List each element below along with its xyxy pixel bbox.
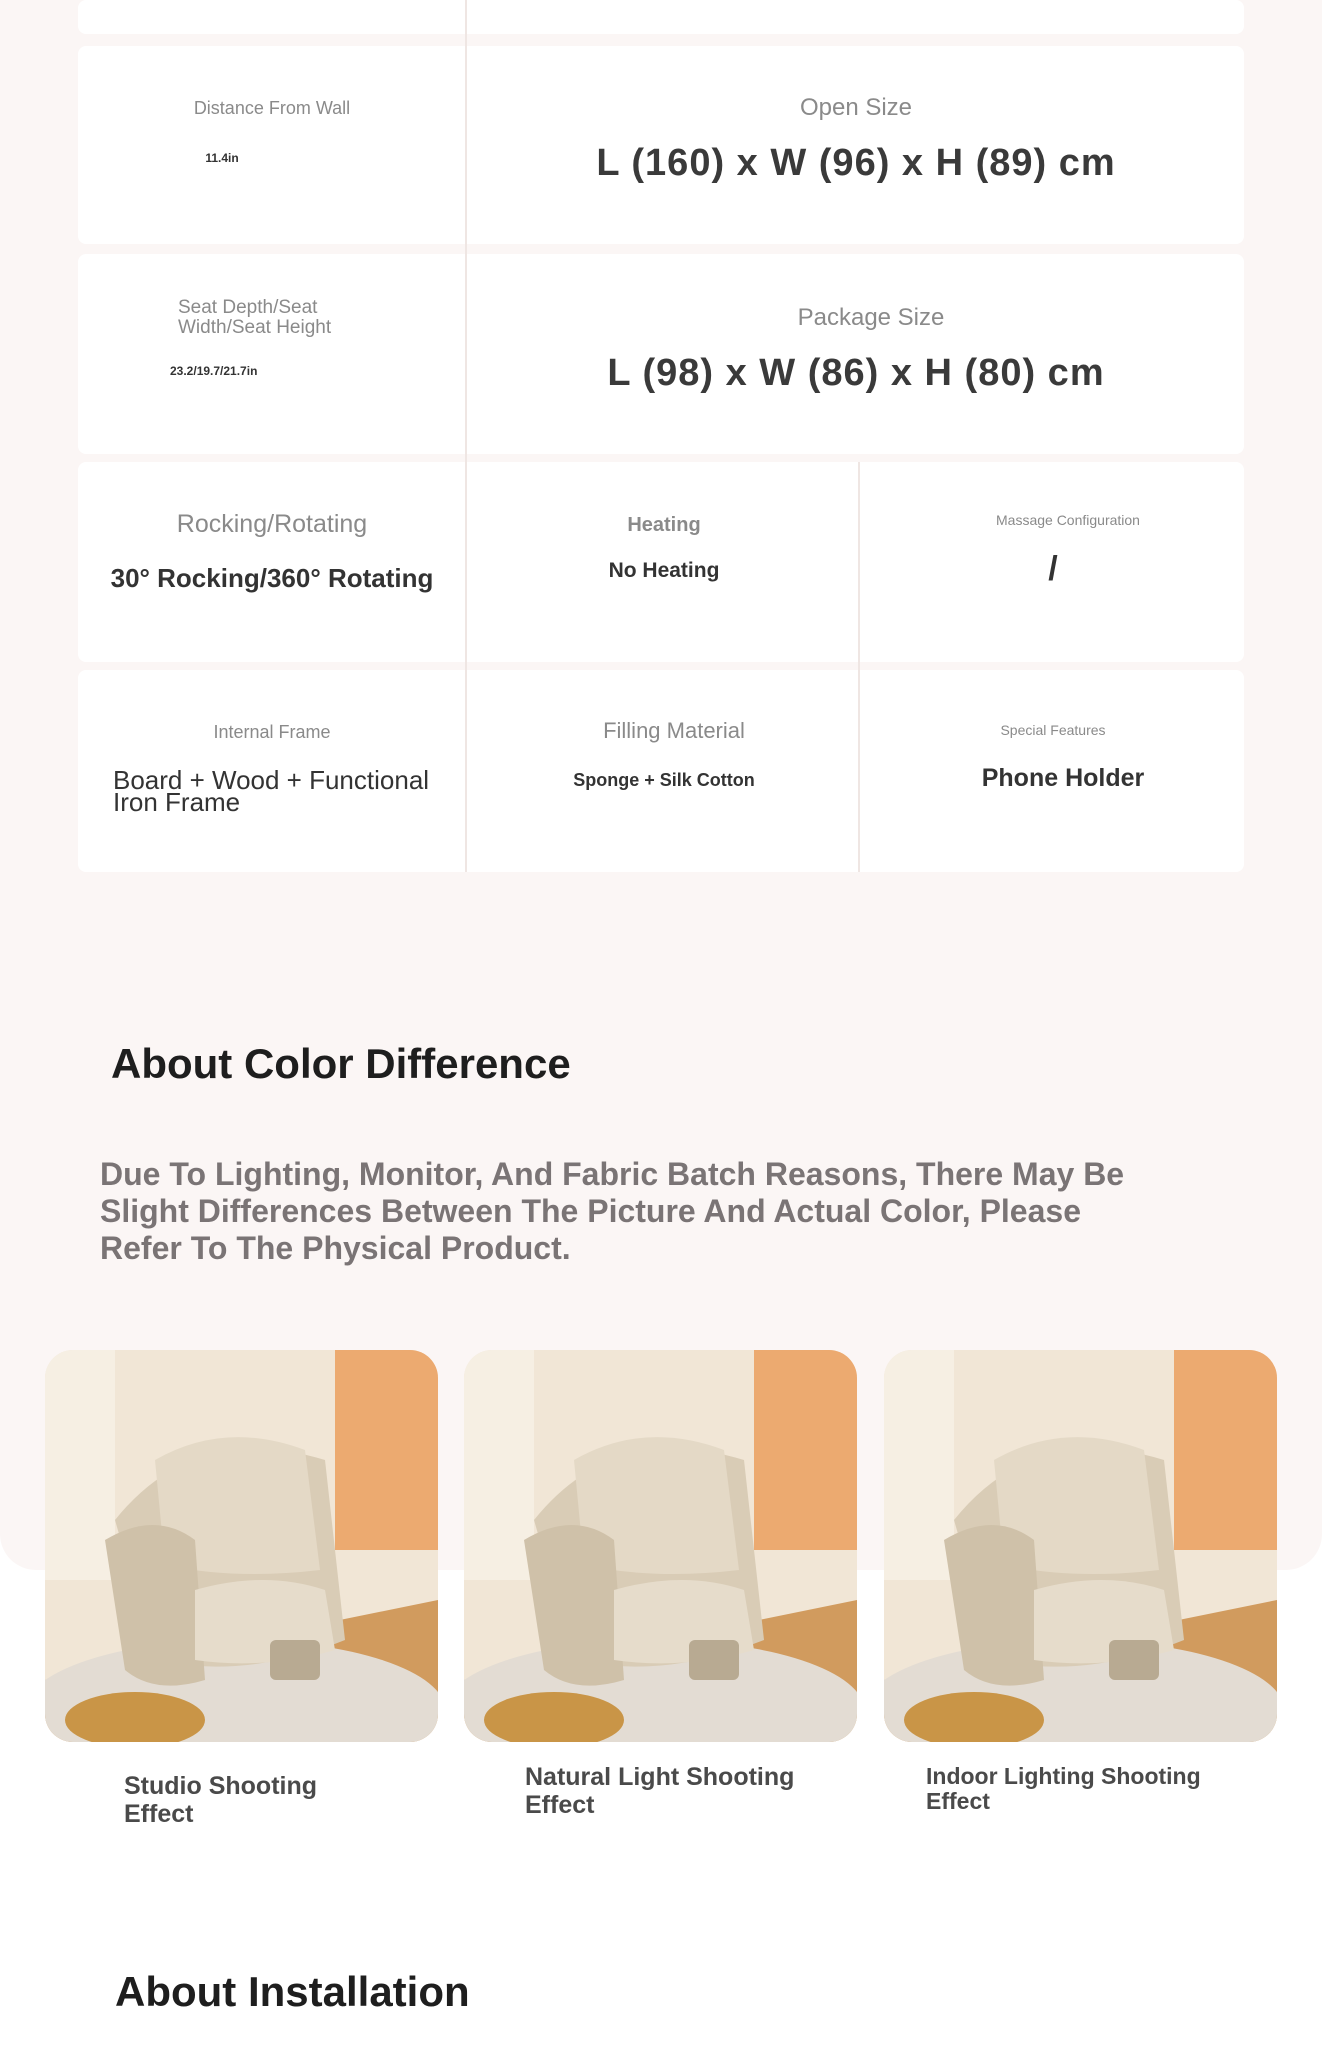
spec-value-line1: Board + Wood + Functional [113, 765, 430, 795]
spec-label: Package Size [797, 304, 945, 331]
product-photo [884, 1350, 1277, 1742]
spec-value: L (98) x W (86) x H (80) cm [607, 352, 1105, 394]
seat-dimensions-cell [78, 298, 466, 378]
color-difference-notice: Due To Lighting, Monitor, And Fabric Batch Reasons, There May Be Slight Differences Between The Picture And Actual Color, Please Refer To The Physical Product. [100, 1156, 1125, 1266]
divider [858, 462, 860, 872]
package-size-cell [468, 304, 1244, 395]
spec-label: Massage Configuration [996, 512, 1140, 528]
divider [465, 0, 467, 872]
photo-caption [926, 1764, 1201, 1814]
spec-value: 11.4in [205, 151, 239, 165]
spec-row-top [78, 0, 1244, 34]
spec-label: Rocking/Rotating [176, 510, 368, 538]
spec-label: Heating [627, 514, 701, 536]
photo-caption-line1: Natural Light Shooting [525, 1763, 795, 1791]
heating-cell [468, 514, 860, 583]
photo-caption-line2: Effect [124, 1800, 194, 1828]
spec-value [78, 765, 466, 817]
spec-label: Internal Frame [213, 722, 331, 742]
color-difference-title: About Color Difference [111, 1040, 571, 1087]
spec-value: L (160) x W (96) x H (89) cm [596, 142, 1116, 184]
spec-row-4 [78, 670, 1244, 872]
photo-caption [525, 1763, 794, 1819]
spec-label: Distance From Wall [193, 98, 351, 118]
filling-material-cell [468, 718, 860, 791]
massage-configuration-cell [862, 512, 1244, 589]
photo-caption-line2: Effect [525, 1791, 595, 1819]
spec-value: Phone Holder [981, 764, 1145, 792]
internal-frame-cell [78, 722, 466, 817]
photo-caption-line1: Indoor Lighting Shooting [926, 1763, 1201, 1789]
spec-label: Open Size [799, 94, 913, 121]
spec-value: No Heating [608, 559, 720, 582]
photo-caption-line2: Effect [926, 1788, 990, 1814]
spec-label-line1: Seat Depth/Seat [178, 297, 318, 318]
special-features-cell [862, 722, 1244, 793]
spec-label: Filling Material [603, 718, 745, 743]
spec-label-line2: Width/Seat Height [178, 317, 332, 338]
spec-value: 23.2/19.7/21.7in [170, 364, 258, 378]
photo-caption-line1: Studio Shooting [124, 1772, 318, 1800]
product-photo [45, 1350, 438, 1742]
product-photo [464, 1350, 857, 1742]
photo-caption [124, 1772, 317, 1828]
spec-row-1 [78, 46, 1244, 244]
rocking-rotating-cell [78, 510, 466, 594]
spec-label [78, 298, 466, 338]
installation-title: About Installation [115, 1968, 470, 2015]
spec-row-2 [78, 254, 1244, 454]
distance-from-wall-cell [78, 98, 466, 165]
spec-label: Special Features [1000, 722, 1106, 738]
spec-row-3 [78, 462, 1244, 662]
spec-value-line2: Iron Frame [113, 787, 241, 817]
open-size-cell [468, 94, 1244, 185]
spec-value: 30° Rocking/360° Rotating [110, 563, 434, 593]
spec-value: Sponge + Silk Cotton [573, 770, 755, 790]
spec-value: / [1048, 550, 1058, 588]
spec-table [78, 0, 1244, 872]
